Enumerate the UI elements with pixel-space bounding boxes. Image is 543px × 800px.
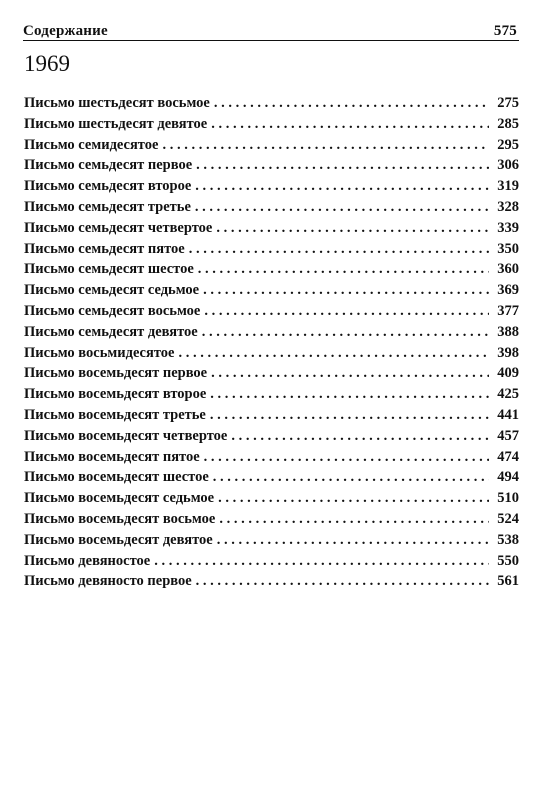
table-of-contents [24,95,519,594]
toc-entry-page: 350 [497,240,519,257]
toc-entry-title: Письмо восемьдесят второе [24,386,207,403]
toc-entry [24,137,519,158]
toc-entry [24,386,519,407]
year-heading: 1969 [24,51,70,76]
dot-leader [209,469,489,486]
toc-entry-title: Письмо восемьдесят шестое [24,469,209,486]
toc-entry [24,553,519,574]
toc-entry [24,428,519,449]
toc-entry-page: 328 [497,198,519,215]
toc-entry-title: Письмо семьдесят пятое [24,240,185,257]
toc-entry [24,220,519,241]
toc-entry-title: Письмо восьмидесятое [24,344,175,361]
dot-leader [212,220,489,237]
dot-leader [227,428,489,445]
dot-leader [150,553,489,570]
running-head-page-number: 575 [493,23,517,39]
header-rule [23,40,519,41]
toc-entry [24,241,519,262]
toc-entry-page: 510 [497,490,519,507]
dot-leader [199,282,489,299]
toc-entry [24,282,519,303]
toc-entry-page: 409 [497,365,519,382]
toc-entry [24,449,519,470]
toc-entry-title: Письмо восемьдесят пятое [24,448,200,465]
toc-entry-page: 550 [497,552,519,569]
dot-leader [194,261,489,278]
toc-entry-page: 285 [497,115,519,132]
dot-leader [210,95,489,112]
toc-entry-page: 306 [497,157,519,174]
dot-leader [207,116,489,133]
toc-entry [24,490,519,511]
toc-entry-page: 339 [497,219,519,236]
toc-entry [24,95,519,116]
toc-entry [24,511,519,532]
toc-entry [24,407,519,428]
dot-leader [213,532,489,549]
toc-entry-page: 275 [497,95,519,111]
dot-leader [158,137,489,154]
toc-entry-title: Письмо семьдесят девятое [24,323,198,340]
toc-entry [24,157,519,178]
toc-entry-page: 494 [497,469,519,486]
toc-entry-title: Письмо семидесятое [24,136,159,153]
toc-entry [24,199,519,220]
dot-leader [191,178,489,195]
toc-entry-title: Письмо семьдесят шестое [24,261,194,278]
toc-entry [24,469,519,490]
dot-leader [215,511,489,528]
toc-entry-title: Письмо девяносто первое [24,573,192,590]
toc-entry-page: 524 [497,510,519,527]
toc-entry-title: Письмо восемьдесят третье [24,406,206,423]
toc-entry [24,532,519,553]
toc-entry-title: Письмо восемьдесят восьмое [24,510,216,527]
toc-entry-page: 538 [497,531,519,548]
toc-entry [24,345,519,366]
toc-entry-title: Письмо семьдесят первое [24,157,193,174]
toc-entry-title: Письмо семьдесят седьмое [24,282,200,299]
dot-leader [185,241,489,258]
running-head [23,18,517,40]
dot-leader [206,386,489,403]
toc-entry-page: 474 [497,448,519,465]
dot-leader [206,407,489,424]
toc-entry [24,116,519,137]
dot-leader [174,345,489,362]
toc-entry-page: 360 [497,261,519,278]
toc-entry-page: 425 [497,386,519,403]
toc-entry-title: Письмо семьдесят второе [24,178,192,195]
toc-entry-page: 377 [497,302,519,319]
toc-entry-page: 561 [497,573,519,590]
toc-entry-page: 388 [497,323,519,340]
toc-entry [24,178,519,199]
toc-entry-page: 295 [497,136,519,153]
dot-leader [192,573,489,590]
dot-leader [192,157,489,174]
toc-entry-title: Письмо восемьдесят девятое [24,531,213,548]
toc-entry-page: 457 [497,427,519,444]
dot-leader [200,449,489,466]
toc-entry-page: 369 [497,282,519,299]
toc-entry-page: 319 [497,178,519,195]
toc-entry-title: Письмо восемьдесят четвертое [24,427,228,444]
toc-entry-title: Письмо девяностое [24,552,151,569]
dot-leader [191,199,489,216]
dot-leader [207,365,489,382]
toc-entry-page: 398 [497,344,519,361]
toc-entry-title: Письмо семьдесят восьмое [24,302,201,319]
toc-entry [24,303,519,324]
toc-entry [24,261,519,282]
toc-entry-title: Письмо шестьдесят восьмое [24,95,210,111]
dot-leader [198,324,489,341]
dot-leader [214,490,489,507]
toc-entry [24,324,519,345]
toc-entry-title: Письмо восемьдесят седьмое [24,490,215,507]
toc-entry [24,365,519,386]
toc-entry-title: Письмо восемьдесят первое [24,365,208,382]
toc-entry-title: Письмо шестьдесят девятое [24,115,208,132]
toc-entry [24,573,519,594]
toc-entry-title: Письмо семьдесят третье [24,198,191,215]
running-head-title: Содержание [23,23,108,39]
toc-entry-title: Письмо семьдесят четвертое [24,219,213,236]
toc-entry-page: 441 [497,406,519,423]
dot-leader [200,303,489,320]
